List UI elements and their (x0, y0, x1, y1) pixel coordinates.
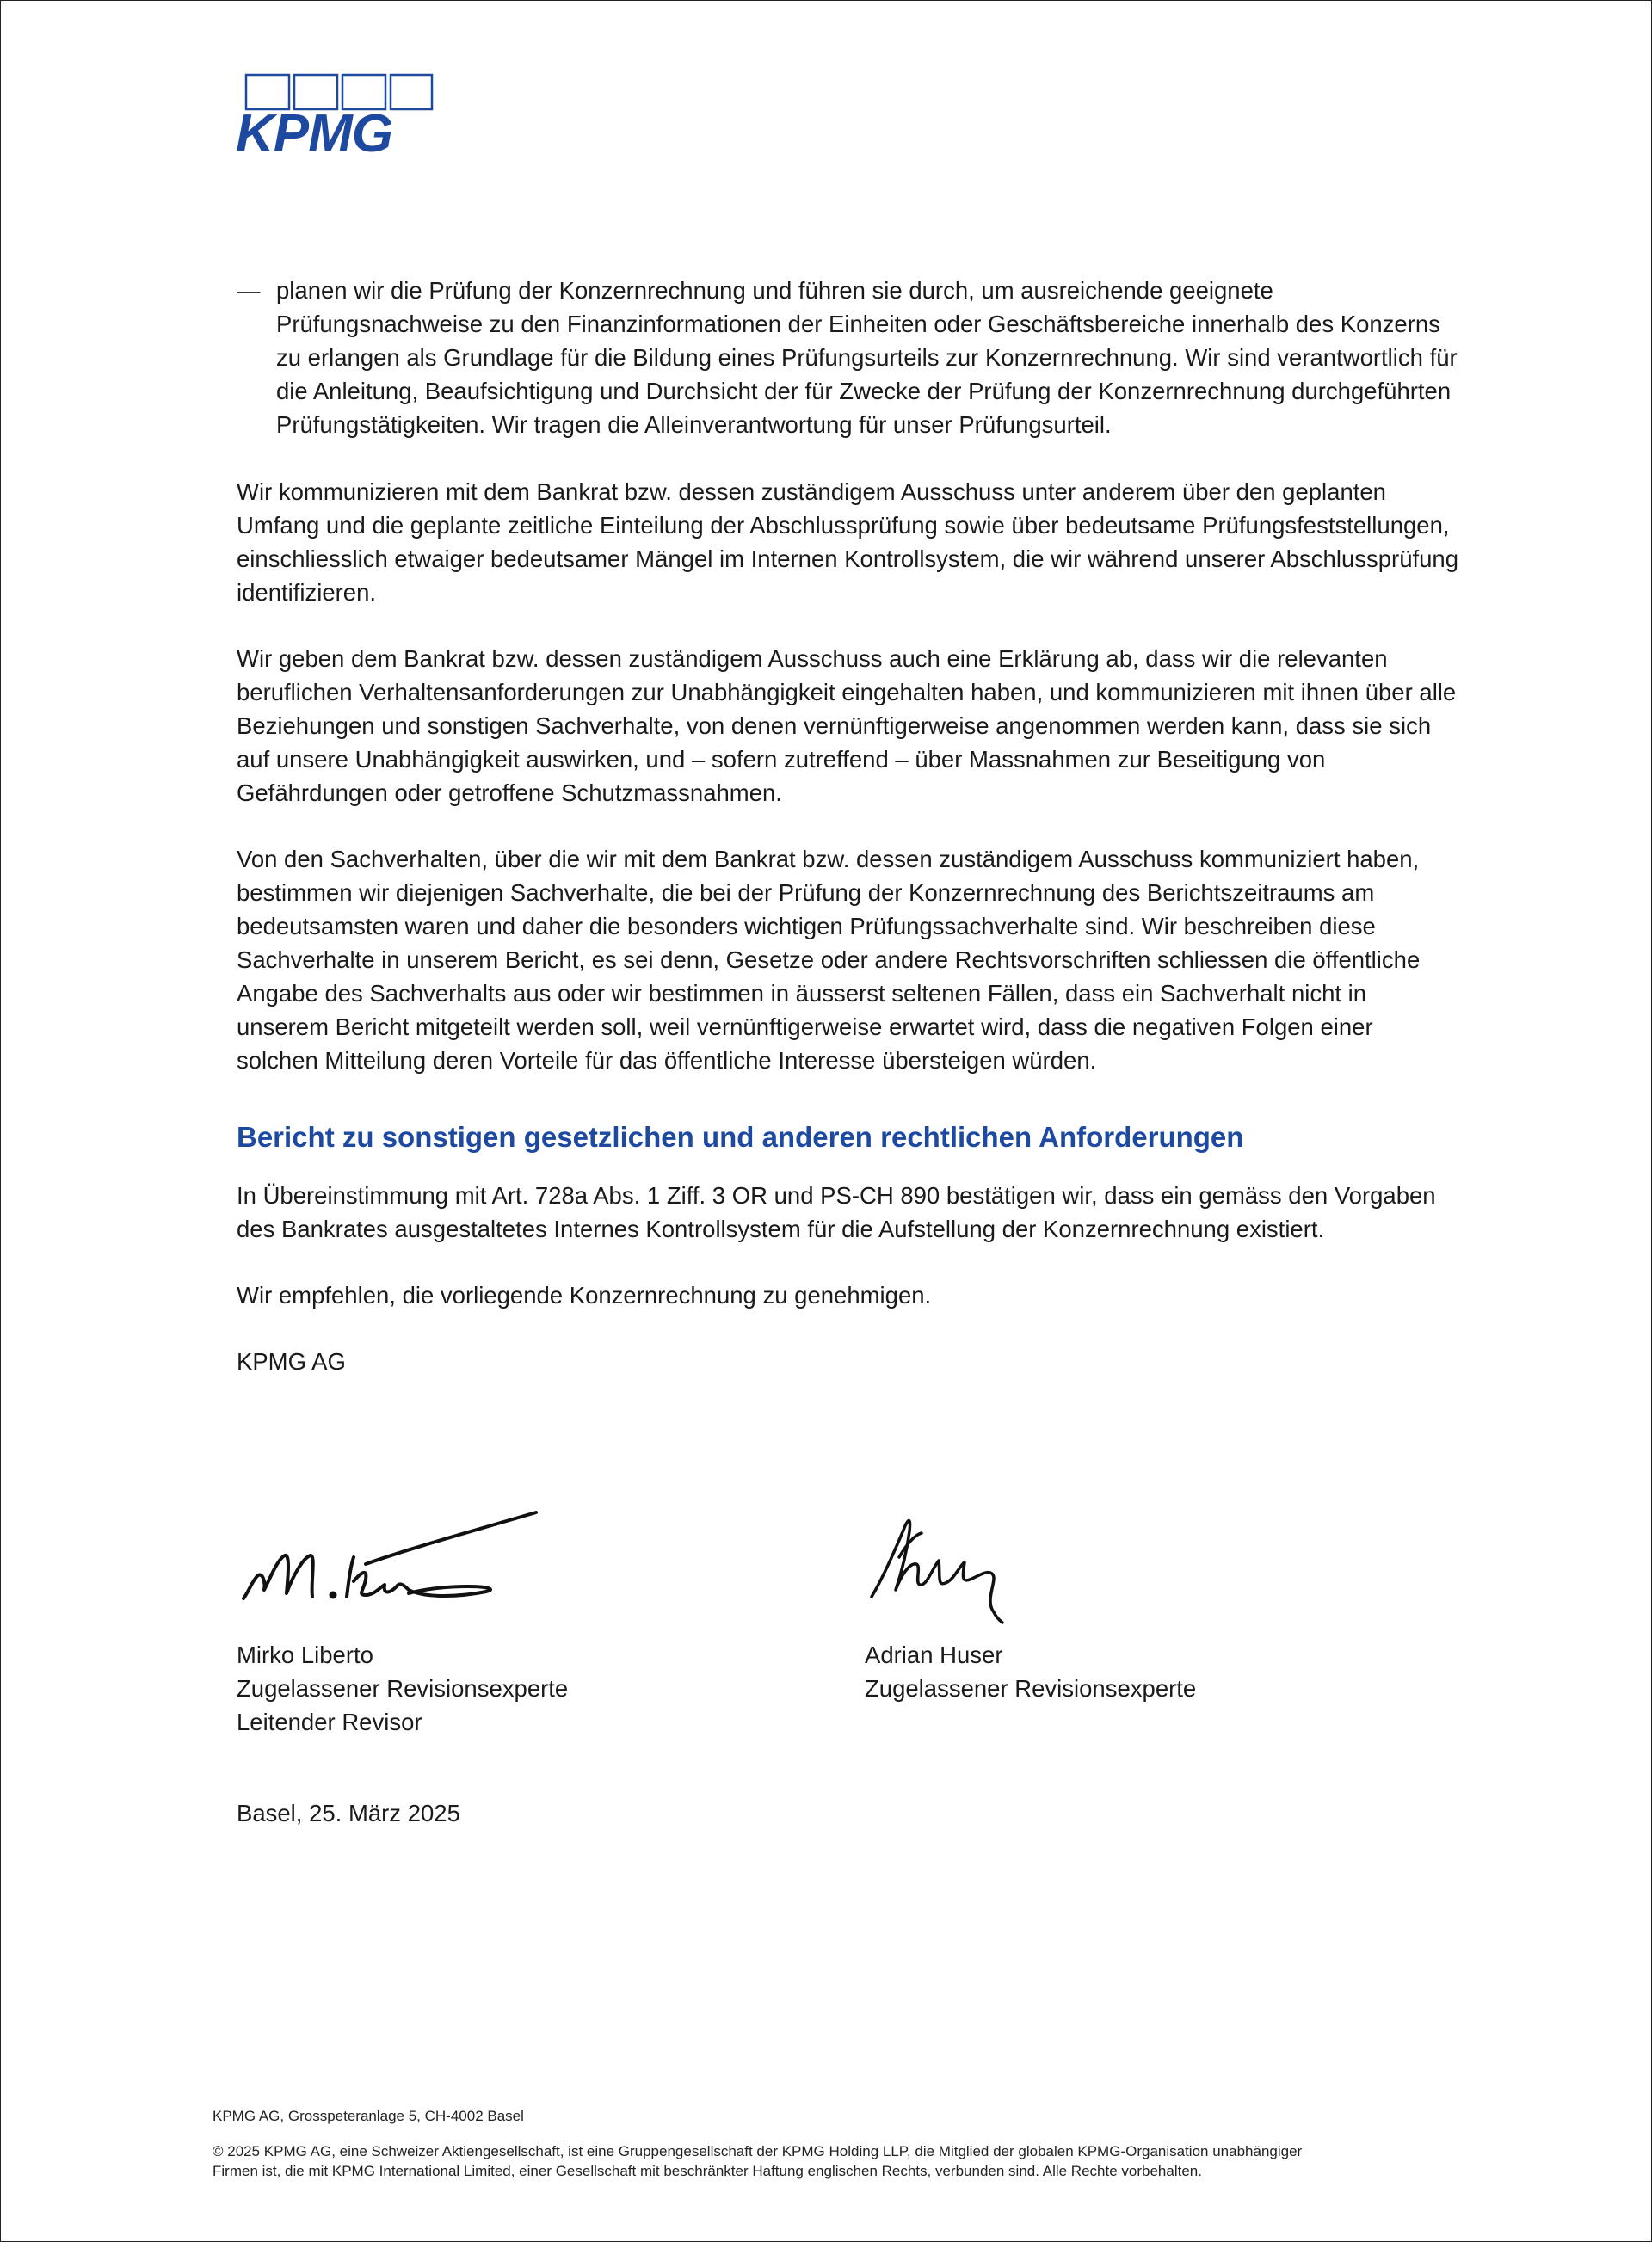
signature-left (237, 1497, 718, 1739)
place-and-date: Basel, 25. März 2025 (237, 1800, 460, 1826)
signatory-left-title: Zugelassener Revisionsexperte (237, 1675, 569, 1702)
bullet-item (237, 274, 1458, 441)
svg-text:KPMG: KPMG (236, 104, 392, 155)
firm-name: KPMG AG (237, 1348, 346, 1375)
kpmg-logo (234, 72, 434, 155)
footer-copyright-line-2: Firmen ist, die mit KPMG International Limited, einer Gesellschaft mit beschränkter Haftung englischen Rechts, verbunden sind. Alle Rechte vorbehalten. (213, 2163, 1202, 2179)
paragraph-key-audit-matters: Von den Sachverhalten, über die wir mit dem Bankrat bzw. dessen zuständigem Ausschuss kommuniziert haben, bestimmen wir diejenigen Sachverhalte, die bei der Prüfung der Konzernrechnung des Berichtszeitraums am bedeutsamsten waren und daher die besonders wichtigen Prüfungssachverhalte sind. Wir beschreiben diese Sachverhalte in unserem Bericht, es sei denn, Gesetze oder andere Rechtsvorschriften schliessen die öffentliche Angabe des Sachverhalts aus oder wir bestimmen in äusserst seltenen Fällen, dass ein Sachverhalt nicht in unserem Bericht mitgeteilt werden soll, weil vernünftigerweise erwartet wird, dass die negativen Folgen einer solchen Mitteilung deren Vorteile für das öffentliche Interesse übersteigen würden. (237, 846, 1421, 1074)
paragraph-recommendation: Wir empfehlen, die vorliegende Konzernrechnung zu genehmigen. (237, 1282, 932, 1309)
signature-block (237, 1497, 1458, 1738)
paragraph-communication: Wir kommunizieren mit dem Bankrat bzw. dessen zuständigem Ausschuss unter anderem über den geplanten Umfang und die geplante zeitliche Einteilung der Abschlussprüfung sowie über bedeutsame Prüfungsfeststellungen, einschliesslich etwaiger bedeutsamer Mängel im Internen Kontrollsystem, die wir während unserer Abschlussprüfung identifizieren. (237, 478, 1459, 606)
signatory-right-info (865, 1638, 1347, 1705)
signature-liberto-image (237, 1497, 546, 1635)
signatory-left-role: Leitender Revisor (237, 1709, 422, 1735)
paragraph-independence: Wir geben dem Bankrat bzw. dessen zuständigem Ausschuss auch eine Erklärung ab, dass wir die relevanten beruflichen Verhaltensanforderungen zur Unabhängigkeit eingehalten haben, und kommunizieren mit ihnen über alle Beziehungen und sonstigen Sachverhalte, von denen vernünftigerweise angenommen werden kann, dass sie sich auf unsere Unabhängigkeit auswirken, und – sofern zutreffend – über Massnahmen zur Beseitigung von Gefährdungen oder getroffene Schutzmassnahmen. (237, 645, 1457, 806)
footer-address: KPMG AG, Grosspeteranlage 5, CH-4002 Basel (213, 2108, 524, 2124)
bullet-dash: — (237, 277, 261, 304)
signatory-left-info (237, 1638, 718, 1739)
report-body (237, 274, 1458, 1411)
signatory-right-name: Adrian Huser (865, 1641, 1003, 1668)
signature-right (865, 1497, 1347, 1705)
signatory-right-title: Zugelassener Revisionsexperte (865, 1675, 1197, 1702)
section-heading: Bericht zu sonstigen gesetzlichen und anderen rechtlichen Anforderungen (237, 1121, 1244, 1153)
bullet-text: planen wir die Prüfung der Konzernrechnung und führen sie durch, um ausreichende geeignete Prüfungsnachweise zu den Finanzinformationen der Einheiten oder Geschäftsbereiche innerhalb des Konzerns zu erlangen als Grundlage für die Bildung eines Prüfungsurteils zur Konzernrechnung. Wir sind verantwortlich für die Anleitung, Beaufsichtigung und Durchsicht der für Zwecke der Prüfung der Konzernrechnung durchgeführten Prüfungstätigkeiten. Wir tragen die Alleinverantwortung für unser Prüfungsurteil. (276, 277, 1458, 438)
paragraph-internal-control: In Übereinstimmung mit Art. 728a Abs. 1 Ziff. 3 OR und PS-CH 890 bestätigen wir, dass ein gemäss den Vorgaben des Bankrates ausgestaltetes Internes Kontrollsystem für die Aufstellung der Konzernrechnung existiert. (237, 1182, 1436, 1242)
signatory-left-name: Mirko Liberto (237, 1641, 373, 1668)
footer-copyright-line-1: © 2025 KPMG AG, eine Schweizer Aktiengesellschaft, ist eine Gruppengesellschaft der KPMG Holding LLP, die Mitglied der globalen KPMG-Organisation unabhängiger (213, 2143, 1303, 2159)
footer (213, 2106, 1486, 2181)
signature-huser-image (865, 1497, 1174, 1635)
